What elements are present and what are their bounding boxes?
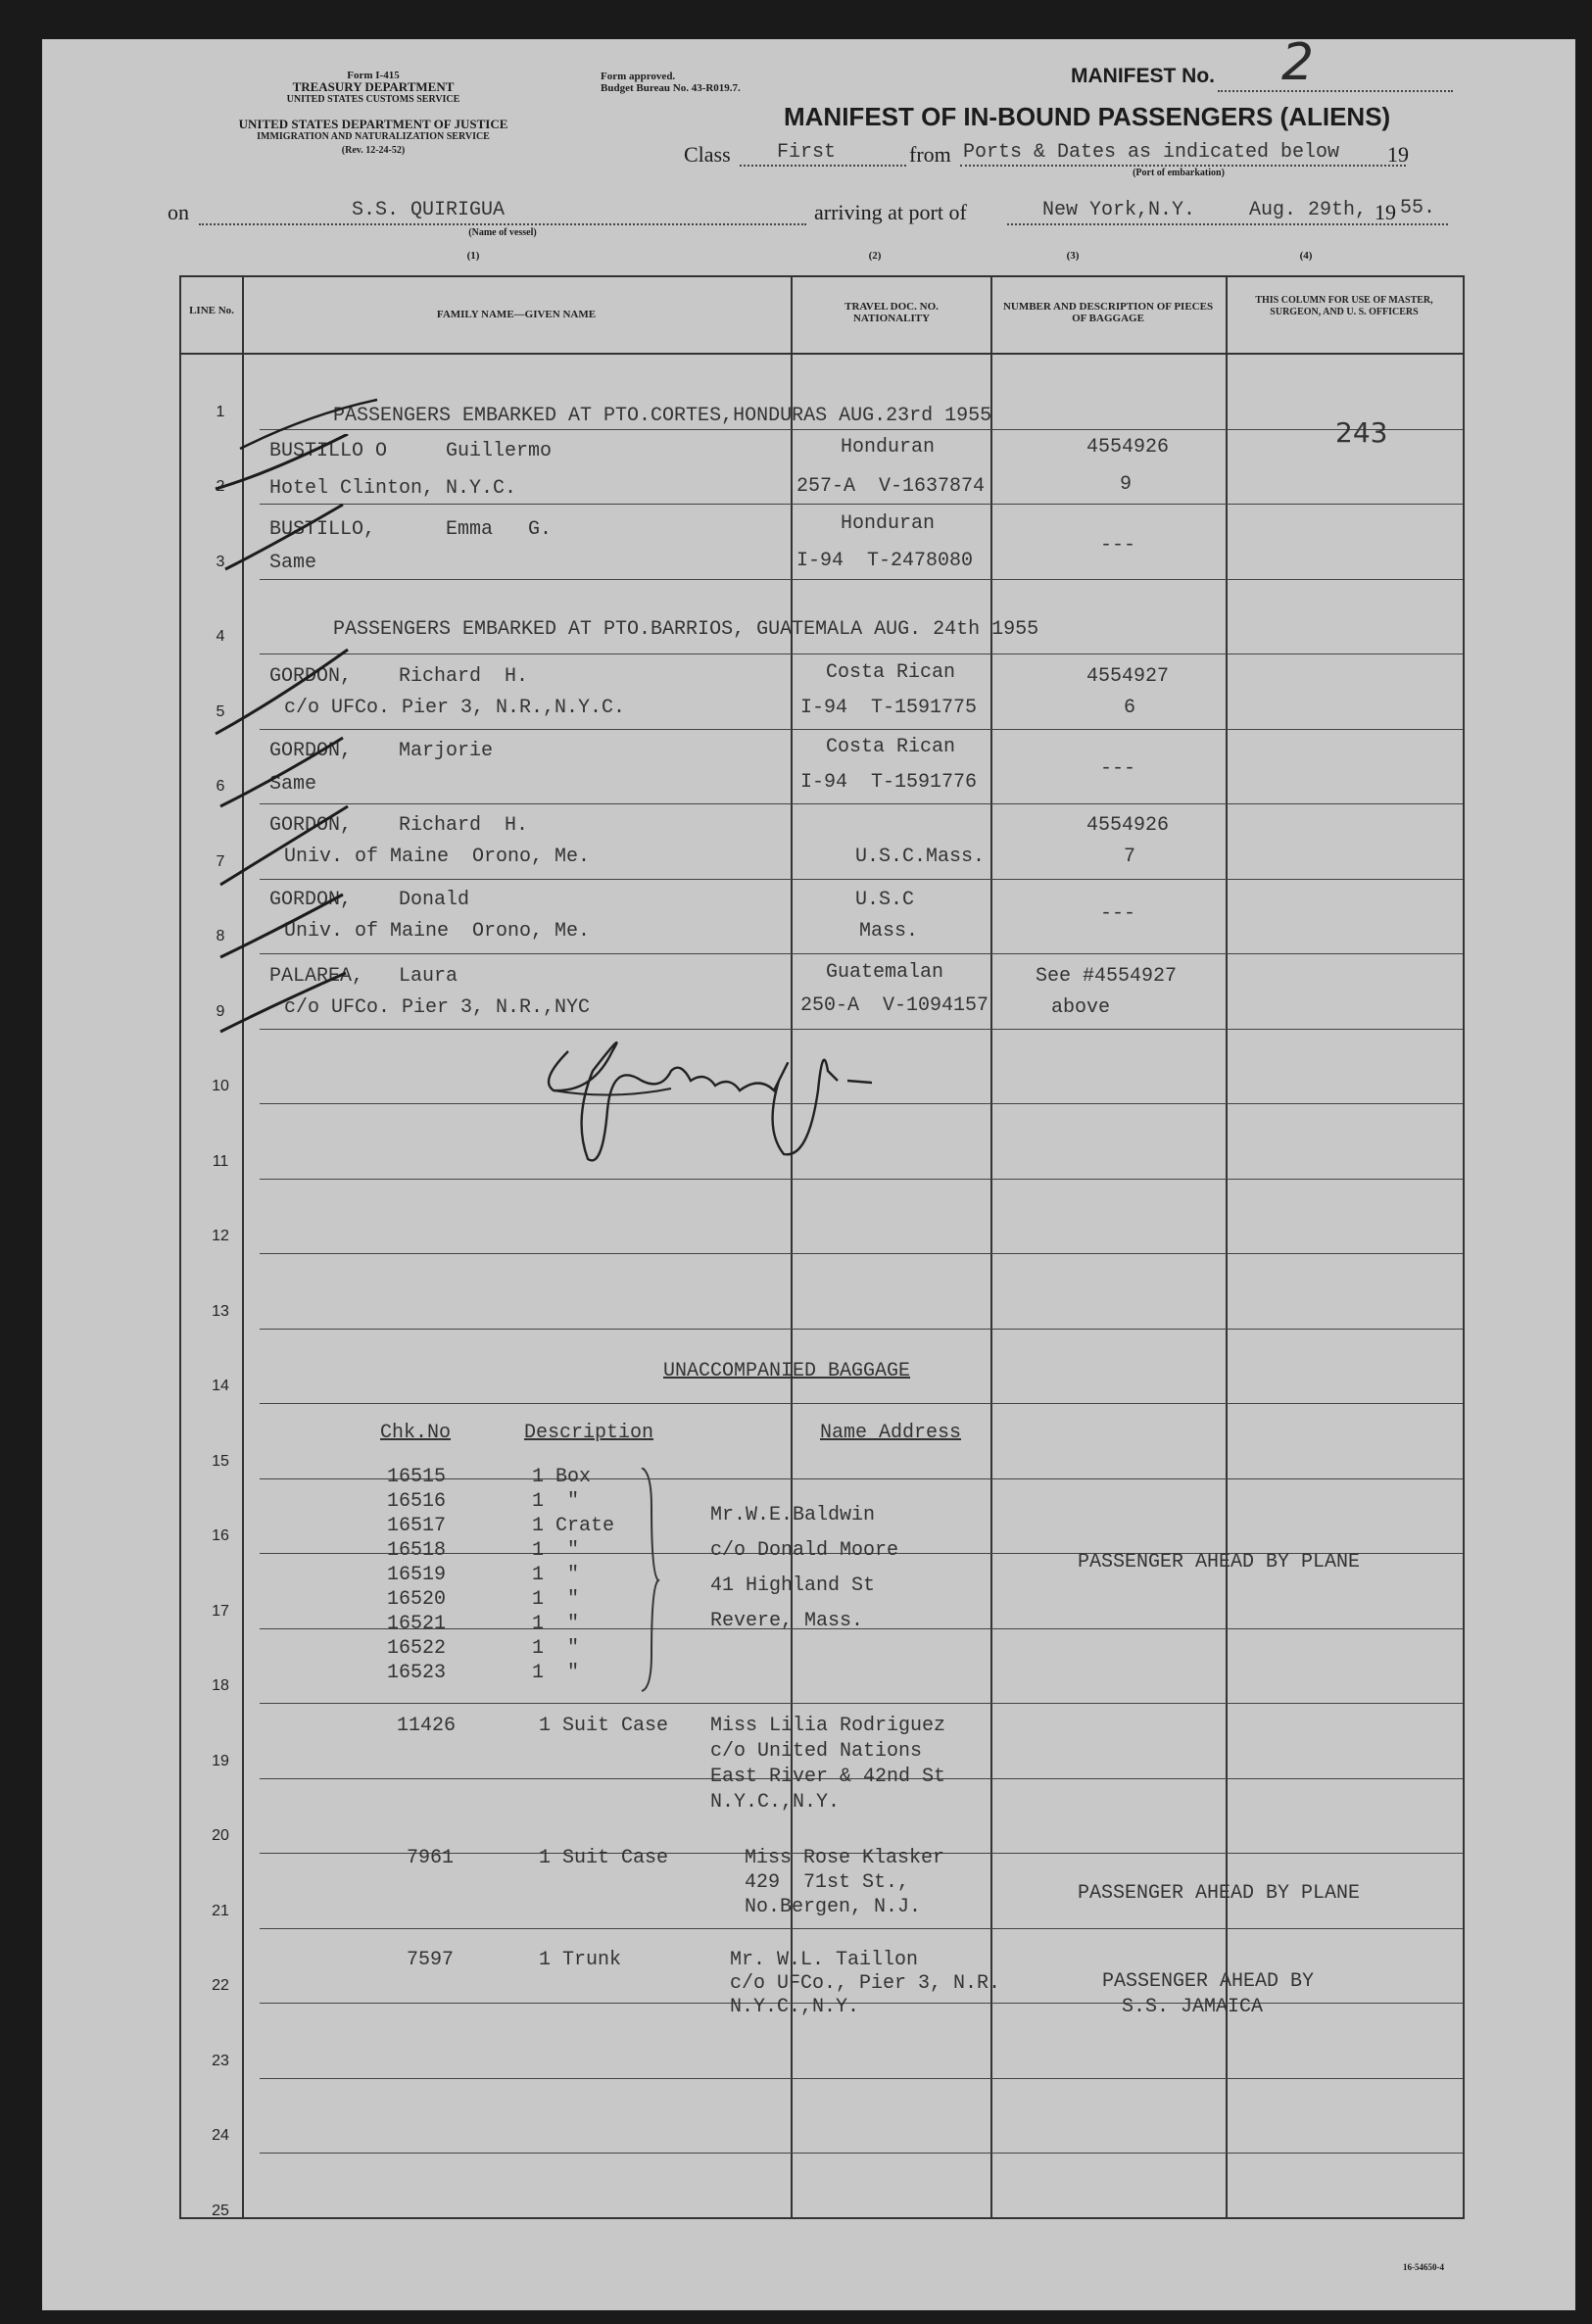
row-line xyxy=(260,803,1463,804)
row-line xyxy=(260,579,1463,580)
line-number: 10 xyxy=(212,1078,229,1094)
line-number: 13 xyxy=(212,1302,229,1320)
b3-check-no: 7961 xyxy=(407,1847,455,1869)
address-line: 429 71st St., xyxy=(745,1871,910,1894)
line-number: 24 xyxy=(212,2127,229,2144)
p3-nationality: Costa Rican xyxy=(826,661,956,684)
check-number: 16523 xyxy=(387,1662,447,1684)
line-number: 12 xyxy=(212,1228,229,1244)
manifest-no-label: MANIFEST No. xyxy=(1071,65,1215,87)
p1-baggage: 9 xyxy=(1120,473,1133,496)
p1-doc: 257-A V-1637874 xyxy=(796,475,986,498)
port-embarkation-note: (Port of embarkation) xyxy=(1133,168,1225,178)
p4-baggage: --- xyxy=(1100,757,1136,780)
officer-signature xyxy=(534,1022,955,1169)
line-number: 21 xyxy=(212,1902,229,1919)
p4-nationality: Costa Rican xyxy=(826,736,956,758)
manifest-table xyxy=(179,275,1465,2219)
row-line xyxy=(260,2153,1463,2154)
address-line: c/o UFCo., Pier 3, N.R. xyxy=(730,1972,1001,1995)
p3-doc: I-94 T-1591775 xyxy=(800,697,978,719)
line-number: 8 xyxy=(216,928,225,944)
p2-nationality: Honduran xyxy=(841,512,936,535)
bracket xyxy=(637,1468,666,1693)
line-number: 9 xyxy=(216,1002,225,1020)
line-number: 1 xyxy=(216,403,225,420)
address-line: N.Y.C.,N.Y. xyxy=(730,1996,860,2018)
ahead-plane-2: PASSENGER AHEAD BY PLANE xyxy=(1078,1882,1361,1905)
vessel-note: (Name of vessel) xyxy=(468,227,537,238)
col-divider xyxy=(990,277,992,2217)
p3-baggage-no: 4554927 xyxy=(1086,665,1170,688)
row-line xyxy=(260,2078,1463,2079)
p5-address: Univ. of Maine Orono, Me. xyxy=(284,846,591,868)
line-number: 25 xyxy=(212,2202,229,2219)
p6-nationality: U.S.C xyxy=(855,889,915,911)
p5-baggage-no: 4554926 xyxy=(1086,814,1170,837)
from-value: Ports & Dates as indicated below xyxy=(963,141,1340,164)
vessel-name: S.S. QUIRIGUA xyxy=(352,199,506,221)
p6-address: Univ. of Maine Orono, Me. xyxy=(284,920,591,943)
ahead-ship-name: S.S. JAMAICA xyxy=(1122,1996,1264,2018)
address-line: East River & 42nd St xyxy=(710,1766,946,1788)
header-rule xyxy=(181,353,1463,355)
line-number: 22 xyxy=(212,1977,229,1994)
check-number: 16518 xyxy=(387,1539,447,1562)
p3-address: c/o UFCo. Pier 3, N.R.,N.Y.C. xyxy=(284,697,626,719)
line-number: 5 xyxy=(216,702,225,720)
header-travel-doc: TRAVEL DOC. NO. NATIONALITY xyxy=(844,301,939,324)
address-line: No.Bergen, N.J. xyxy=(745,1896,922,1918)
address-line: c/o United Nations xyxy=(710,1740,923,1763)
col3-number: (3) xyxy=(1066,250,1080,262)
dept-treasury-sub: UNITED STATES CUSTOMS SERVICE xyxy=(286,94,460,105)
check-number: 16521 xyxy=(387,1613,447,1635)
form-approved: Form approved. xyxy=(601,71,676,82)
budget-bureau: Budget Bureau No. 43-R019.7. xyxy=(601,82,741,94)
on-label: on xyxy=(168,200,189,224)
unaccompanied-heading: UNACCOMPANIED BAGGAGE xyxy=(663,1360,911,1382)
p2-doc: I-94 T-2478080 xyxy=(796,550,974,572)
col-divider xyxy=(1226,277,1228,2217)
section-header-barrios: PASSENGERS EMBARKED AT PTO.BARRIOS, GUATEMALA AUG. 24th 1955 xyxy=(333,618,1039,641)
line-number: 6 xyxy=(216,778,225,795)
check-mark xyxy=(230,395,387,454)
item-description: 1 Box xyxy=(532,1466,592,1488)
address-line: Miss Lilia Rodriguez xyxy=(710,1715,946,1737)
p5-baggage: 7 xyxy=(1124,846,1136,868)
form-revision: (Rev. 12-24-52) xyxy=(341,145,406,156)
col-divider xyxy=(791,277,793,2217)
ahead-plane-1: PASSENGER AHEAD BY PLANE xyxy=(1078,1551,1361,1574)
officer-note: 243 xyxy=(1335,416,1388,449)
address-line: N.Y.C.,N.Y. xyxy=(710,1791,841,1814)
class-label: Class xyxy=(684,142,731,167)
item-description: 1 " xyxy=(532,1588,580,1611)
class-line xyxy=(740,165,906,167)
dept-treasury: TREASURY DEPARTMENT xyxy=(292,79,455,94)
p7-baggage: See #4554927 xyxy=(1036,965,1178,988)
item-description: 1 " xyxy=(532,1662,580,1684)
b4-description: 1 Trunk xyxy=(539,1949,622,1971)
p1-nationality: Honduran xyxy=(841,436,936,459)
arrival-port: New York,N.Y. xyxy=(1042,199,1196,221)
p7-address: c/o UFCo. Pier 3, N.R.,NYC xyxy=(284,996,591,1019)
class-value: First xyxy=(777,141,837,164)
item-description: 1 " xyxy=(532,1613,580,1635)
line-number: 2 xyxy=(216,478,225,495)
line-number: 18 xyxy=(212,1677,229,1694)
heading-name-address: Name Address xyxy=(820,1422,962,1444)
p1-name: BUSTILLO O Guillermo xyxy=(269,440,553,462)
header-officers: THIS COLUMN FOR USE OF MASTER, SURGEON, AND U. S. OFFICERS xyxy=(1255,295,1433,317)
check-number: 16522 xyxy=(387,1637,447,1660)
form-number: Form I-415 xyxy=(347,70,400,81)
row-line xyxy=(260,2003,1463,2004)
check-number: 16520 xyxy=(387,1588,447,1611)
row-line xyxy=(260,1703,1463,1704)
footer-code: 16-54650-4 xyxy=(1403,2262,1444,2272)
p4-address: Same xyxy=(269,773,317,796)
row-line xyxy=(260,953,1463,954)
item-description: 1 " xyxy=(532,1539,580,1562)
b3-description: 1 Suit Case xyxy=(539,1847,669,1869)
p7-baggage-ref: above xyxy=(1051,996,1111,1019)
arriving-label: arriving at port of xyxy=(814,200,967,224)
dept-justice-sub: IMMIGRATION AND NATURALIZATION SERVICE xyxy=(257,131,490,142)
item-description: 1 " xyxy=(532,1490,580,1513)
line-number: 16 xyxy=(212,1527,229,1544)
line-number: 3 xyxy=(216,553,225,570)
manifest-no-value: 2 xyxy=(1281,33,1315,92)
col4-number: (4) xyxy=(1299,250,1313,262)
p5-name: GORDON, Richard H. xyxy=(269,814,529,837)
check-marks xyxy=(211,434,367,1139)
line-number: 7 xyxy=(216,852,225,870)
item-description: 1 " xyxy=(532,1564,580,1586)
address-line: c/o Donald Moore xyxy=(710,1539,899,1562)
p1-address: Hotel Clinton, N.Y.C. xyxy=(269,477,517,500)
header-line-no: LINE No. xyxy=(189,305,234,316)
year-prefix: 19 xyxy=(1387,142,1409,167)
row-line xyxy=(260,504,1463,505)
arrival-date: Aug. 29th, xyxy=(1249,199,1368,221)
line-number: 20 xyxy=(212,1827,229,1844)
p3-name: GORDON, Richard H. xyxy=(269,665,529,688)
address-line: Mr.W.E.Baldwin xyxy=(710,1504,876,1526)
row-line xyxy=(260,729,1463,730)
line-number: 11 xyxy=(212,1152,229,1170)
p4-doc: I-94 T-1591776 xyxy=(800,771,978,794)
address-line: Miss Rose Klasker xyxy=(745,1847,945,1869)
p7-nationality: Guatemalan xyxy=(826,961,944,984)
row-line xyxy=(260,879,1463,880)
heading-description: Description xyxy=(524,1422,654,1444)
b4-check-no: 7597 xyxy=(407,1949,455,1971)
item-description: 1 Crate xyxy=(532,1515,615,1537)
arrival-year-prefix: 19 xyxy=(1375,200,1396,224)
p1-baggage-no: 4554926 xyxy=(1086,436,1170,459)
p4-name: GORDON, Marjorie xyxy=(269,740,494,762)
line-number: 23 xyxy=(212,2052,229,2069)
col2-number: (2) xyxy=(868,250,882,262)
check-number: 16519 xyxy=(387,1564,447,1586)
address-line: Mr. W.L. Taillon xyxy=(730,1949,919,1971)
p6-nationality-state: Mass. xyxy=(859,920,919,943)
row-line xyxy=(260,429,1463,430)
p2-baggage: --- xyxy=(1100,534,1136,557)
arrival-year: 55. xyxy=(1400,197,1436,219)
ahead-ship: PASSENGER AHEAD BY xyxy=(1102,1970,1315,1993)
p2-name: BUSTILLO, Emma G. xyxy=(269,518,553,541)
check-number: 16517 xyxy=(387,1515,447,1537)
manifest-title: MANIFEST OF IN-BOUND PASSENGERS (ALIENS) xyxy=(784,102,1391,131)
line-number: 15 xyxy=(212,1452,229,1470)
dept-justice: UNITED STATES DEPARTMENT OF JUSTICE xyxy=(238,117,508,131)
p5-nationality: U.S.C.Mass. xyxy=(855,846,986,868)
p7-name: PALAREA, Laura xyxy=(269,965,458,988)
item-description: 1 " xyxy=(532,1637,580,1660)
row-line xyxy=(260,1403,1463,1404)
vessel-line xyxy=(199,223,806,225)
header-baggage: NUMBER AND DESCRIPTION OF PIECES OF BAGGAGE xyxy=(1002,301,1214,324)
p6-name: GORDON, Donald xyxy=(269,889,470,911)
p7-doc: 250-A V-1094157 xyxy=(800,994,989,1017)
b2-check-no: 11426 xyxy=(397,1715,457,1737)
line-number: 17 xyxy=(212,1602,229,1620)
row-line xyxy=(260,1253,1463,1254)
row-line xyxy=(260,1928,1463,1929)
p3-baggage: 6 xyxy=(1124,697,1136,719)
header-family-name: FAMILY NAME—GIVEN NAME xyxy=(436,309,597,320)
row-line xyxy=(260,1329,1463,1330)
col1-number: (1) xyxy=(466,250,480,262)
line-number: 14 xyxy=(212,1378,229,1394)
p2-address: Same xyxy=(269,552,317,574)
section-header-cortes: PASSENGERS EMBARKED AT PTO.CORTES,HONDURAS AUG.23rd 1955 xyxy=(333,405,992,427)
check-number: 16515 xyxy=(387,1466,447,1488)
from-label: from xyxy=(909,142,951,167)
b2-description: 1 Suit Case xyxy=(539,1715,669,1737)
check-number: 16516 xyxy=(387,1490,447,1513)
from-line xyxy=(960,165,1406,167)
line-number: 4 xyxy=(216,628,225,645)
line-number: 19 xyxy=(212,1752,229,1769)
address-line: 41 Highland St xyxy=(710,1574,876,1597)
address-line: Revere, Mass. xyxy=(710,1610,864,1632)
manifest-no-line xyxy=(1218,90,1453,92)
p6-baggage: --- xyxy=(1100,902,1136,925)
heading-check-no: Chk.No xyxy=(380,1422,452,1444)
row-line xyxy=(260,1179,1463,1180)
